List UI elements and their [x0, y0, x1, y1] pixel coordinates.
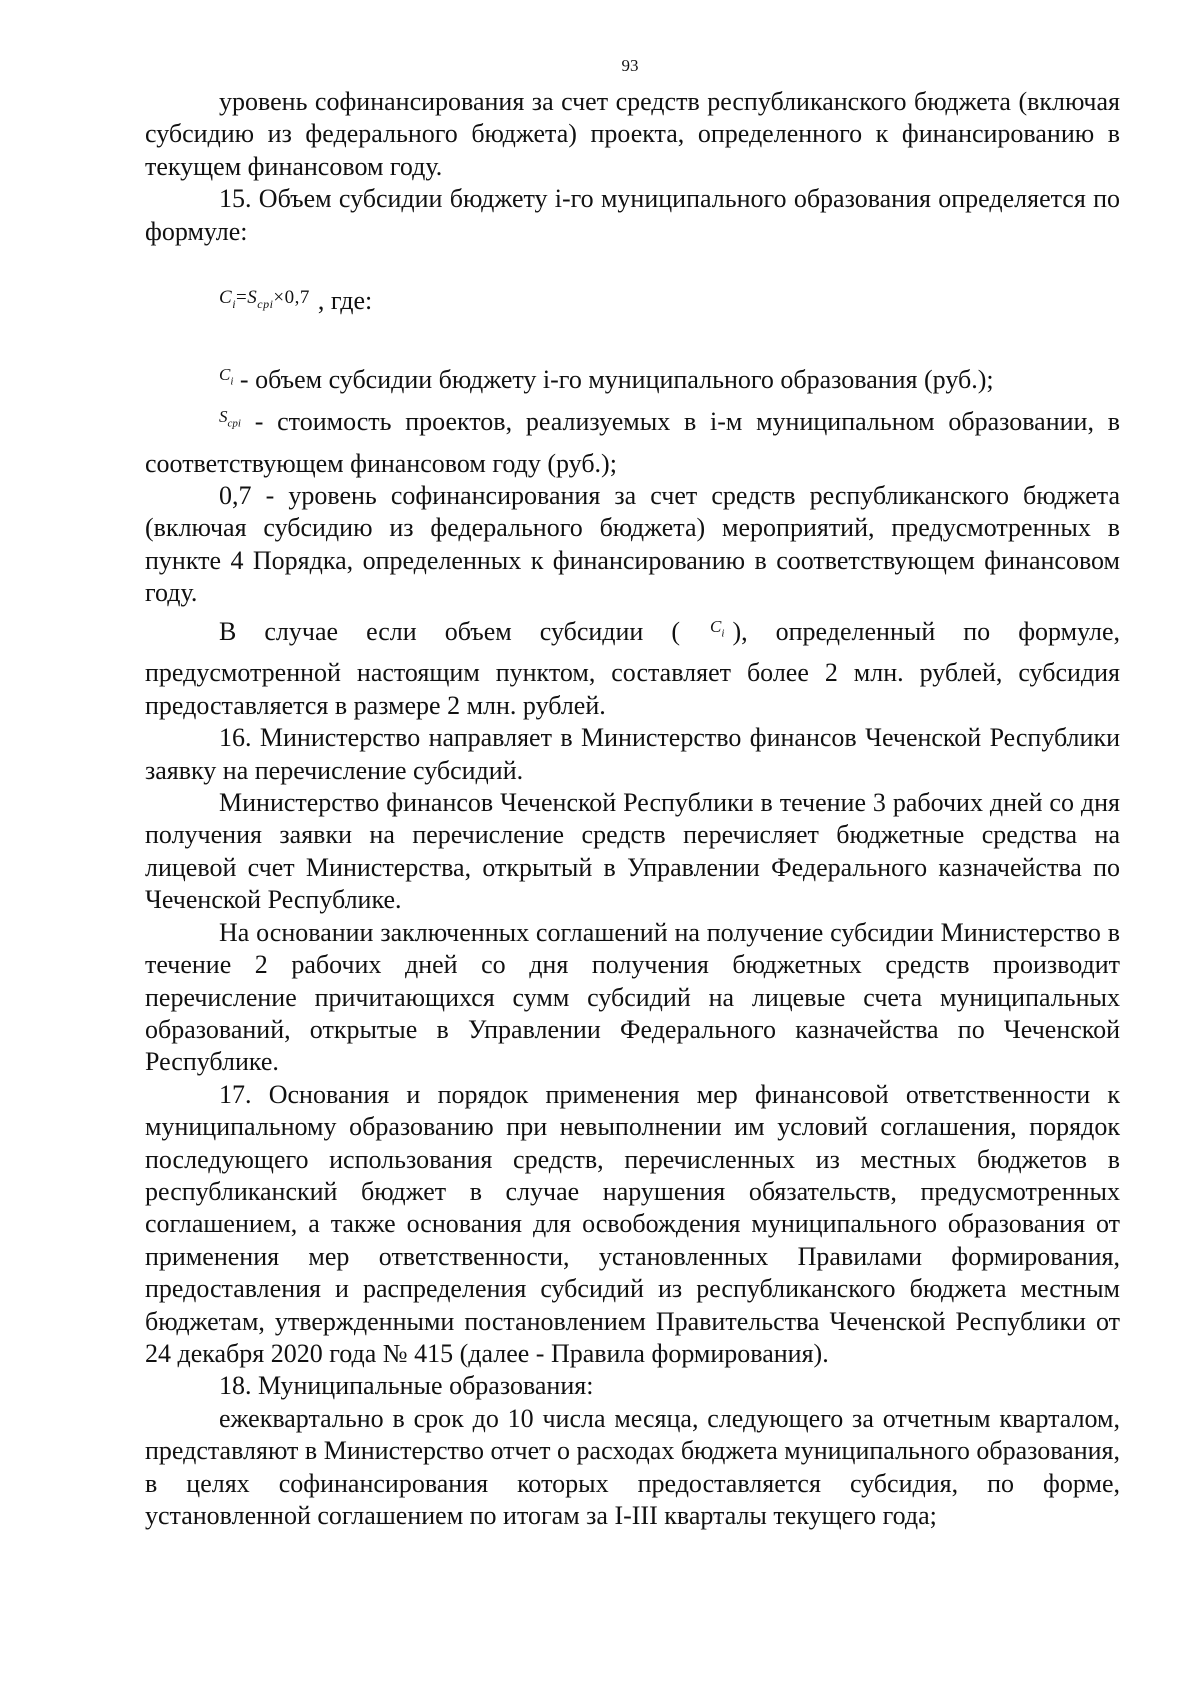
definition-ci-text: - объем субсидии бюджету i-го муниципального образования (руб.); — [239, 365, 994, 395]
paragraph-16: 16. Министерство направляет в Министерство финансов Чеченской Республики заявку на перечисление субсидий. — [145, 723, 1120, 785]
definition-ci — [145, 364, 1120, 406]
definition-coefficient: 0,7 - уровень софинансирования за счет средств республиканского бюджета (включая субсидию из федерального бюджета) мероприятий, предусмотренных в пункте 4 Порядка, определенных к финансированию в соответствующем финансовом году. — [145, 481, 1120, 608]
paragraph-18-quarterly: ежеквартально в срок до 10 числа месяца, следующего за отчетным кварталом, представляют в Министерство отчет о расходах бюджета муниципального образования, в целях софинансирования которых предоставляется субсидия, по форме, установленной соглашением по итогам за I-III кварталы текущего года; — [145, 1403, 1120, 1531]
formula-lhs: C — [219, 286, 233, 308]
paragraph-17: 17. Основания и порядок применения мер финансовой ответственности к муниципальному образованию при невыполнении им условий соглашения, порядок последующего использования средств, перечисленных из местных бюджетов в республиканский бюджет в случае нарушения обязательств, предусмотренных соглашением, а также основания для освобождения муниципального образования от применения мер ответственности, установленных Правилами формирования, предоставления и распределения субсидий из республиканского бюджета местным бюджетам, утвержденными постановлением Правительства Чеченской Республики от 24 декабря 2020 года № 415 (далее - Правила формирования). — [145, 1079, 1120, 1368]
definition-scpi — [145, 406, 1120, 480]
formula-times: × — [273, 286, 285, 308]
limit-case-text-a: В случае если объем субсидии ( — [219, 616, 681, 646]
paragraph-18: 18. Муниципальные образования: — [219, 1371, 594, 1401]
page-number: 93 — [621, 56, 639, 75]
paragraph-16-agreements: На основании заключенных соглашений на получение субсидии Министерство в течение 2 рабочих дней со дня получения бюджетных средств производит перечисление причитающихся сумм субсидий на лицевые счета муниципальных образований, открытые в Управлении Федерального казначейства по Чеченской Республике. — [145, 917, 1120, 1077]
symbol-ci-inline: Ci — [710, 616, 725, 640]
formula-coefficient: 0,7 — [284, 286, 310, 308]
limit-case-text-b: ), определенный по формуле, предусмотренной настоящим пунктом, составляет более 2 млн. рублей, субсидия предоставляется в размере 2 млн. рублей. — [145, 616, 1120, 720]
formula-s-sub: срi — [257, 296, 274, 311]
formula-equals: = — [236, 286, 248, 308]
paragraph-limit-case — [145, 616, 1120, 723]
document-body — [145, 86, 1120, 1532]
definition-scpi-text: - стоимость проектов, реализуемых в i-м муниципальном образовании, в соответствующем финансовом году (руб.); — [145, 406, 1120, 478]
symbol-ci: Ci — [219, 365, 234, 388]
formula-lhs-sub: i — [232, 296, 237, 311]
symbol-scpi: Sсрi — [219, 406, 241, 430]
paragraph-16-transfer: Министерство финансов Чеченской Республики в течение 3 рабочих дней со дня получения заявки на перечисление средств перечисляет бюджетные средства на лицевой счет Министерства, открытый в Управлении Федерального казначейства по Чеченской Республике. — [145, 788, 1120, 915]
formula-s: S — [247, 286, 258, 308]
subsidy-formula — [145, 268, 1120, 334]
paragraph-cofinancing-level: уровень софинансирования за счет средств республиканского бюджета (включая субсидию из федерального бюджета) проекта, определенного к финансированию в текущем финансовом году. — [145, 87, 1120, 181]
formula-suffix: , где: — [317, 285, 373, 315]
paragraph-15: 15. Объем субсидии бюджету i-го муниципального образования определяется по формуле: — [145, 184, 1120, 246]
formula-expression — [219, 282, 310, 320]
